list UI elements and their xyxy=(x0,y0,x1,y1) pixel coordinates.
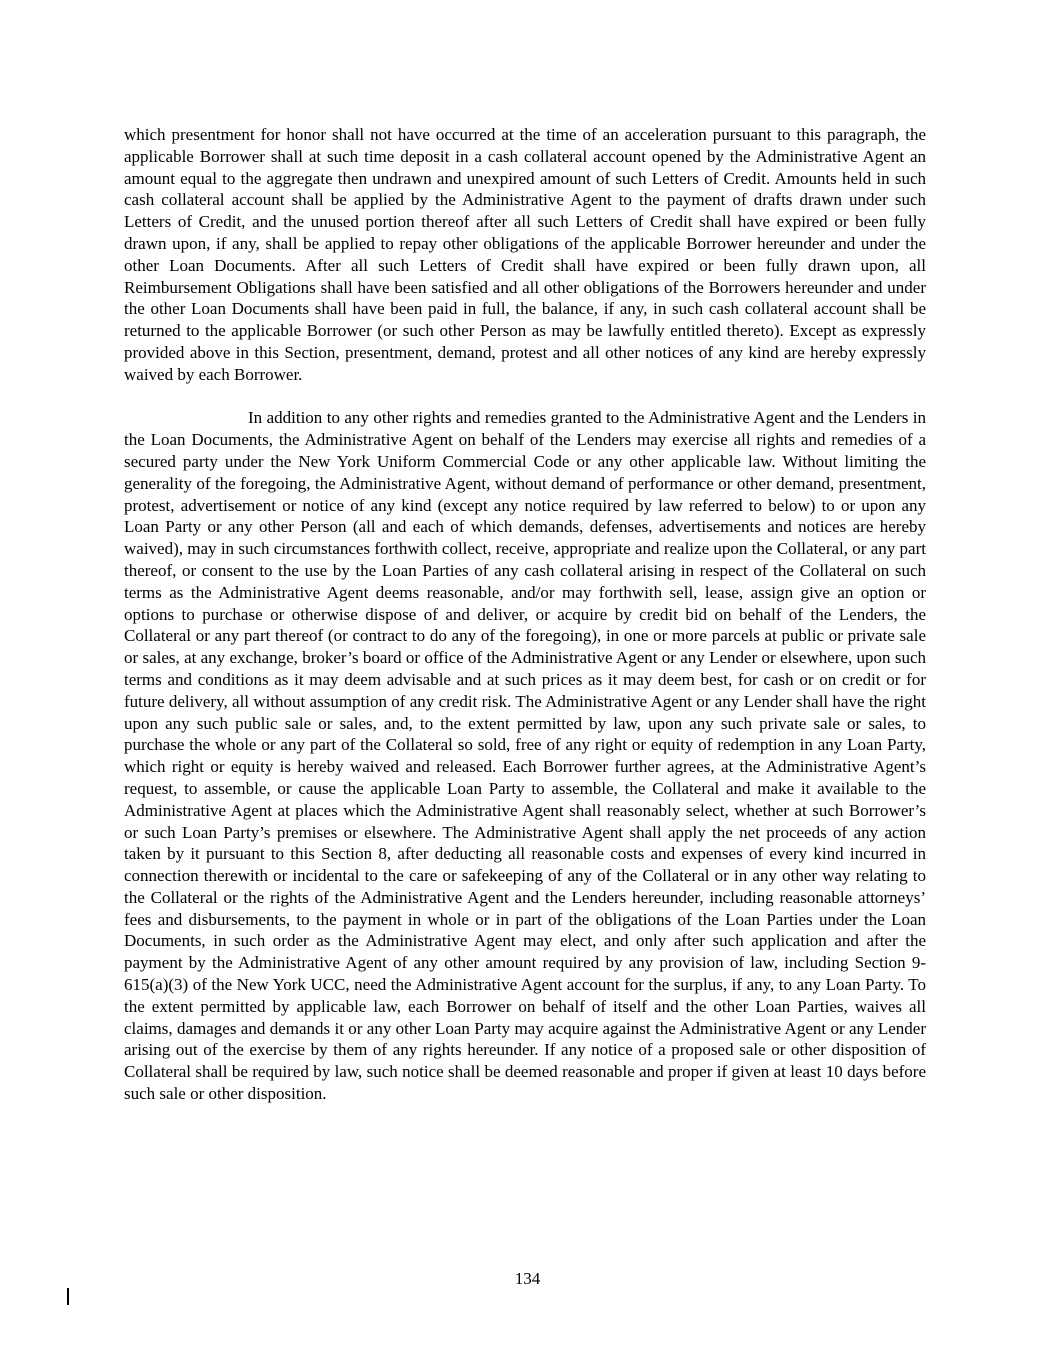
paragraph-letters-of-credit: which presentment for honor shall not have occurred at the time of an acceleration pursuant to this paragraph, the applicable Borrower shall at such time deposit in a cash collateral account opened by the Administrative Agent an amount equal to the aggregate then undrawn and unexpired amount of such Letters of Credit. Amounts held in such cash collateral account shall be applied by the Administrative Agent to the payment of drafts drawn under such Letters of Credit, and the unused portion thereof after all such Letters of Credit shall have expired or been fully drawn upon, if any, shall be applied to repay other obligations of the applicable Borrower hereunder and under the other Loan Documents. After all such Letters of Credit shall have expired or been fully drawn upon, all Reimbursement Obligations shall have been satisfied and all other obligations of the Borrowers hereunder and under the other Loan Documents shall have been paid in full, the balance, if any, in such cash collateral account shall be returned to the applicable Borrower (or such other Person as may be lawfully entitled thereto). Except as expressly provided above in this Section, presentment, demand, protest and all other notices of any kind are hereby expressly waived by each Borrower. xyxy=(124,125,926,384)
revision-change-bar xyxy=(67,1288,69,1305)
paragraph-rights-and-remedies: In addition to any other rights and remedies granted to the Administrative Agent and the Lenders in the Loan Documents, the Administrative Agent on behalf of the Lenders may exercise all rights and remedies of a secured party under the New York Uniform Commercial Code or any other applicable law. Without limiting the generality of the foregoing, the Administrative Agent, without demand of performance or other demand, presentment, protest, advertisement or notice of any kind (except any notice required by law referred to below) to or upon any Loan Party or any other Person (all and each of which demands, defenses, advertisements and notices are hereby waived), may in such circumstances forthwith collect, receive, appropriate and realize upon the Collateral, or any part thereof, or consent to the use by the Loan Parties of any cash collateral arising in respect of the Collateral on such terms as the Administrative Agent deems reasonable, and/or may forthwith sell, lease, assign give an option or options to purchase or otherwise dispose of and deliver, or acquire by credit bid on behalf of the Lenders, the Collateral or any part thereof (or contract to do any of the foregoing), in one or more parcels at public or private sale or sales, at any exchange, broker’s board or office of the Administrative Agent or any Lender or elsewhere, upon such terms and conditions as it may deem advisable and at such prices as it may deem best, for cash or on credit or for future delivery, all without assumption of any credit risk. The Administrative Agent or any Lender shall have the right upon any such public sale or sales, and, to the extent permitted by law, upon any such private sale or sales, to purchase the whole or any part of the Collateral so sold, free of any right or equity of redemption in any Loan Party, which right or equity is hereby waived and released. Each Borrower further agrees, at the Administrative Agent’s request, to assemble, or cause the applicable Loan Party to assemble, the Collateral and make it available to the Administrative Agent at places which the Administrative Agent shall reasonably select, whether at such Borrower’s or such Loan Party’s premises or elsewhere. The Administrative Agent shall apply the net proceeds of any action taken by it pursuant to this Section 8, after deducting all reasonable costs and expenses of every kind incurred in connection therewith or incidental to the care or safekeeping of any of the Collateral or in any other way relating to the Collateral or the rights of the Administrative Agent and the Lenders hereunder, including reasonable attorneys’ fees and disbursements, to the payment in whole or in part of the obligations of the Loan Parties under the Loan Documents, in such order as the Administrative Agent may elect, and only after such application and after the payment by the Administrative Agent of any other amount required by any provision of law, including Section 9-615(a)(3) of the New York UCC, need the Administrative Agent account for the surplus, if any, to any Loan Party. To the extent permitted by applicable law, each Borrower on behalf of itself and the other Loan Parties, waives all claims, damages and demands it or any other Loan Party may acquire against the Administrative Agent or any Lender arising out of the exercise by them of any rights hereunder. If any notice of a proposed sale or other disposition of Collateral shall be required by law, such notice shall be deemed reasonable and proper if given at least 10 days before such sale or other disposition. xyxy=(124,408,926,1104)
document-body xyxy=(124,124,926,1105)
page-number: 134 xyxy=(514,1269,541,1288)
